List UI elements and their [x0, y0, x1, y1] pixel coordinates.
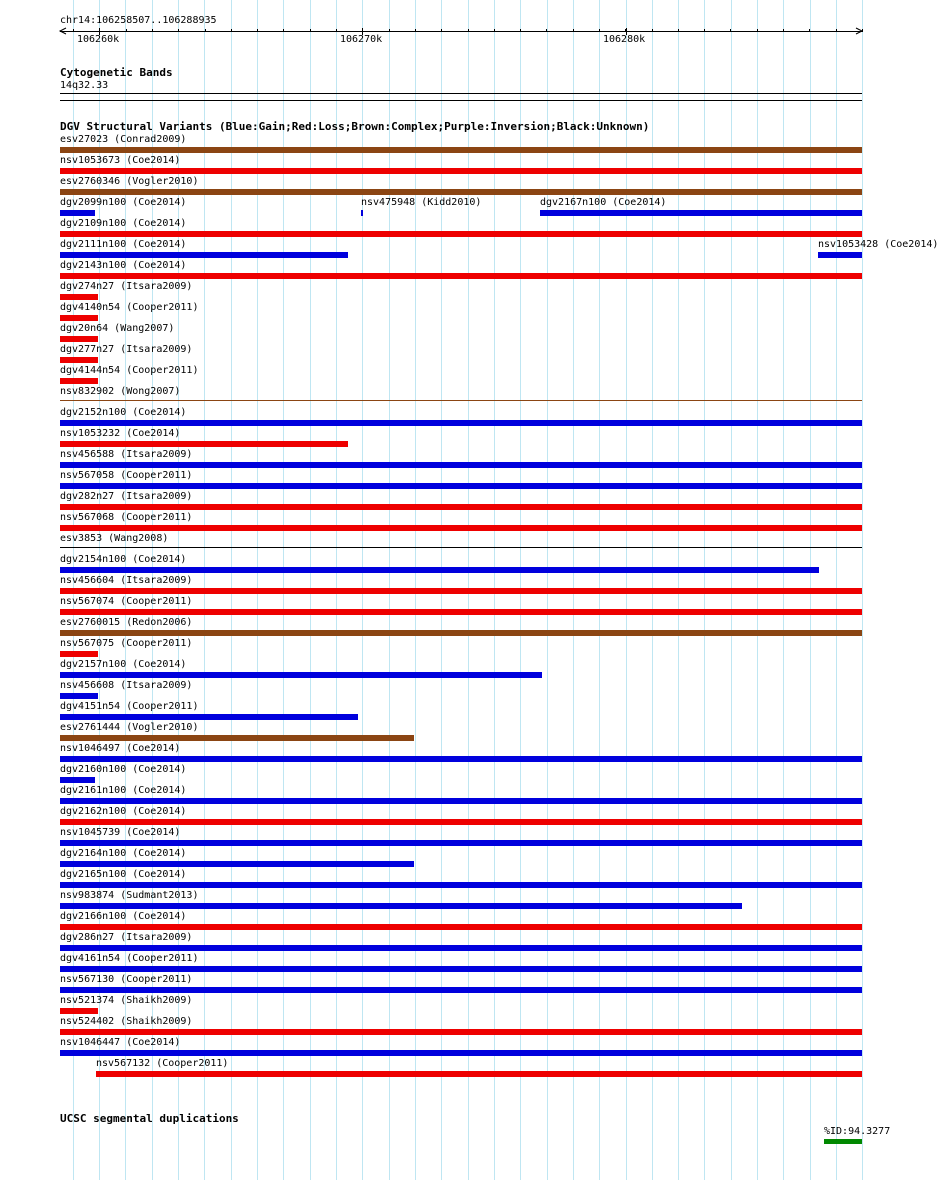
dgv-feature-bar[interactable]	[60, 588, 862, 594]
dgv-feature-bar[interactable]	[60, 798, 862, 804]
dgv-feature-bar[interactable]	[60, 483, 862, 489]
coordinate-range: chr14:106258507..106288935	[60, 15, 217, 26]
dgv-feature-label[interactable]: nsv475948 (Kidd2010)	[361, 197, 482, 208]
dgv-track-title[interactable]: DGV Structural Variants (Blue:Gain;Red:Loss;Brown:Complex;Purple:Inversion;Black:Unknown)	[60, 120, 650, 133]
ruler-label-106280k: 106280k	[603, 34, 646, 45]
ruler-minor-tick	[730, 29, 731, 32]
ruler-label-106260k: 106260k	[77, 34, 120, 45]
dgv-feature-bar[interactable]	[60, 547, 862, 548]
dgv-feature-bar[interactable]	[60, 609, 862, 615]
dgv-feature-label[interactable]: nsv1053428 (Coe2014)	[818, 239, 938, 250]
cytoband-line-top	[60, 93, 862, 94]
ruler-minor-tick	[283, 29, 284, 32]
dgv-feature-label[interactable]: nsv567075 (Cooper2011)	[60, 638, 193, 649]
dgv-feature-bar[interactable]	[60, 756, 862, 762]
dgv-feature-bar[interactable]	[60, 1050, 862, 1056]
ruler-minor-tick	[415, 29, 416, 32]
cytoband-label: 14q32.33	[60, 80, 109, 91]
dgv-feature-label[interactable]: nsv521374 (Shaikh2009)	[60, 995, 193, 1006]
dgv-feature-label[interactable]: dgv2143n100 (Coe2014)	[60, 260, 187, 271]
dgv-feature-bar[interactable]	[60, 315, 98, 321]
dgv-feature-label[interactable]: dgv2162n100 (Coe2014)	[60, 806, 187, 817]
dgv-feature-label[interactable]: dgv2166n100 (Coe2014)	[60, 911, 187, 922]
dgv-feature-label[interactable]: nsv1046497 (Coe2014)	[60, 743, 181, 754]
ruler-minor-tick	[652, 29, 653, 32]
dgv-feature-label[interactable]: nsv567074 (Cooper2011)	[60, 596, 193, 607]
dgv-feature-label[interactable]: dgv2111n100 (Coe2014)	[60, 239, 187, 250]
dgv-feature-bar[interactable]	[60, 273, 862, 279]
dgv-feature-bar[interactable]	[60, 777, 95, 783]
dgv-feature-bar[interactable]	[60, 672, 542, 678]
dgv-feature-bar[interactable]	[60, 714, 358, 720]
dgv-feature-label[interactable]: nsv567058 (Cooper2011)	[60, 470, 193, 481]
dgv-feature-bar[interactable]	[60, 924, 862, 930]
dgv-feature-label[interactable]: nsv1046447 (Coe2014)	[60, 1037, 181, 1048]
dgv-feature-label[interactable]: dgv2164n100 (Coe2014)	[60, 848, 187, 859]
dgv-feature-label[interactable]: dgv2099n100 (Coe2014)	[60, 197, 187, 208]
dgv-feature-bar[interactable]	[96, 1071, 862, 1077]
dgv-feature-label[interactable]: esv3853 (Wang2008)	[60, 533, 169, 544]
dgv-feature-label[interactable]: dgv2152n100 (Coe2014)	[60, 407, 187, 418]
dgv-feature-bar[interactable]	[60, 1029, 862, 1035]
dgv-feature-label[interactable]: nsv983874 (Sudmant2013)	[60, 890, 199, 901]
dgv-feature-bar[interactable]	[60, 231, 862, 237]
dgv-feature-label[interactable]: dgv277n27 (Itsara2009)	[60, 344, 193, 355]
dgv-feature-bar[interactable]	[60, 504, 862, 510]
dgv-feature-bar[interactable]	[60, 1008, 98, 1014]
ruler-minor-tick	[73, 29, 74, 32]
ruler-right-arrow-icon	[856, 28, 862, 34]
dgv-feature-bar[interactable]	[60, 861, 414, 867]
dgv-feature-label[interactable]: nsv524402 (Shaikh2009)	[60, 1016, 193, 1027]
ruler-minor-tick	[126, 29, 127, 32]
dgv-feature-bar[interactable]	[60, 966, 862, 972]
ruler-minor-tick	[678, 29, 679, 32]
ruler-minor-tick	[178, 29, 179, 32]
dgv-feature-label[interactable]: esv2760015 (Redon2006)	[60, 617, 193, 628]
ruler-minor-tick	[441, 29, 442, 32]
dgv-feature-bar[interactable]	[60, 693, 98, 699]
dgv-feature-bar[interactable]	[60, 147, 862, 153]
dgv-feature-bar[interactable]	[60, 651, 98, 657]
dgv-feature-label[interactable]: dgv2165n100 (Coe2014)	[60, 869, 187, 880]
dgv-feature-label[interactable]: nsv456608 (Itsara2009)	[60, 680, 193, 691]
ruler-label-106270k: 106270k	[340, 34, 383, 45]
dgv-feature-bar[interactable]	[60, 336, 98, 342]
ruler-minor-tick	[310, 29, 311, 32]
ruler-minor-tick	[599, 29, 600, 32]
ruler-minor-tick	[231, 29, 232, 32]
dgv-feature-label[interactable]: dgv286n27 (Itsara2009)	[60, 932, 193, 943]
ruler-minor-tick	[783, 29, 784, 32]
ruler-minor-tick	[494, 29, 495, 32]
dgv-feature-label[interactable]: dgv2167n100 (Coe2014)	[540, 197, 667, 208]
ruler-minor-tick	[336, 29, 337, 32]
ruler-minor-tick	[757, 29, 758, 32]
dgv-feature-bar[interactable]	[60, 903, 742, 909]
dgv-feature-bar[interactable]	[60, 210, 95, 216]
dgv-feature-label[interactable]: dgv274n27 (Itsara2009)	[60, 281, 193, 292]
dgv-feature-label[interactable]: dgv4161n54 (Cooper2011)	[60, 953, 199, 964]
grid-line	[862, 0, 863, 1180]
dgv-feature-bar[interactable]	[60, 252, 348, 258]
ruler-minor-tick	[625, 29, 626, 32]
dgv-feature-bar[interactable]	[60, 378, 98, 384]
ruler-left-arrow-icon	[60, 28, 66, 34]
dgv-feature-bar[interactable]	[60, 525, 862, 531]
dgv-feature-bar[interactable]	[60, 840, 862, 846]
dgv-feature-bar[interactable]	[60, 441, 348, 447]
ruler-minor-tick	[362, 29, 363, 32]
dgv-feature-bar[interactable]	[60, 168, 862, 174]
dgv-feature-label[interactable]: nsv567132 (Cooper2011)	[96, 1058, 229, 1069]
ruler-axis	[60, 31, 862, 32]
dgv-feature-label[interactable]: nsv456604 (Itsara2009)	[60, 575, 193, 586]
segdup-feature-label[interactable]: %ID:94.3277	[824, 1126, 891, 1137]
ruler-minor-tick	[573, 29, 574, 32]
dgv-feature-label[interactable]: dgv2109n100 (Coe2014)	[60, 218, 187, 229]
dgv-feature-bar[interactable]	[60, 189, 862, 195]
dgv-feature-bar[interactable]	[60, 819, 862, 825]
dgv-feature-label[interactable]: nsv1053673 (Coe2014)	[60, 155, 181, 166]
dgv-feature-label[interactable]: dgv20n64 (Wang2007)	[60, 323, 175, 334]
dgv-feature-label[interactable]: nsv1053232 (Coe2014)	[60, 428, 181, 439]
ruler-minor-tick	[704, 29, 705, 32]
ruler-minor-tick	[809, 29, 810, 32]
dgv-feature-label[interactable]: nsv567130 (Cooper2011)	[60, 974, 193, 985]
dgv-feature-bar[interactable]	[818, 252, 862, 258]
dgv-feature-label[interactable]: dgv4151n54 (Cooper2011)	[60, 701, 199, 712]
dgv-feature-label[interactable]: dgv282n27 (Itsara2009)	[60, 491, 193, 502]
dgv-feature-label[interactable]: nsv456588 (Itsara2009)	[60, 449, 193, 460]
dgv-feature-label[interactable]: dgv2161n100 (Coe2014)	[60, 785, 187, 796]
dgv-feature-bar[interactable]	[60, 420, 862, 426]
dgv-feature-label[interactable]: dgv2157n100 (Coe2014)	[60, 659, 187, 670]
ruler-minor-tick	[257, 29, 258, 32]
segdup-track-title[interactable]: UCSC segmental duplications	[60, 1112, 239, 1125]
dgv-feature-label[interactable]: nsv567068 (Cooper2011)	[60, 512, 193, 523]
dgv-feature-bar[interactable]	[60, 462, 862, 468]
dgv-feature-bar[interactable]	[60, 882, 862, 888]
dgv-feature-label[interactable]: nsv1045739 (Coe2014)	[60, 827, 181, 838]
dgv-feature-label[interactable]: dgv4144n54 (Cooper2011)	[60, 365, 199, 376]
dgv-feature-bar[interactable]	[361, 210, 363, 216]
dgv-feature-label[interactable]: nsv832902 (Wong2007)	[60, 386, 181, 397]
dgv-feature-bar[interactable]	[60, 567, 819, 573]
ruler-minor-tick	[389, 29, 390, 32]
dgv-feature-bar[interactable]	[60, 294, 98, 300]
ruler-minor-tick	[205, 29, 206, 32]
ruler-minor-tick	[520, 29, 521, 32]
ruler-minor-tick	[468, 29, 469, 32]
dgv-feature-bar[interactable]	[60, 630, 862, 636]
cytoband-line-bottom	[60, 100, 862, 101]
dgv-feature-label[interactable]: dgv4140n54 (Cooper2011)	[60, 302, 199, 313]
ruler-minor-tick	[546, 29, 547, 32]
dgv-feature-bar[interactable]	[540, 210, 862, 216]
cytobands-track-title[interactable]: Cytogenetic Bands	[60, 66, 173, 79]
dgv-feature-label[interactable]: dgv2154n100 (Coe2014)	[60, 554, 187, 565]
dgv-feature-bar[interactable]	[60, 357, 98, 363]
dgv-feature-label[interactable]: esv2760346 (Vogler2010)	[60, 176, 199, 187]
dgv-feature-bar[interactable]	[60, 987, 862, 993]
dgv-feature-bar[interactable]	[60, 735, 414, 741]
dgv-feature-label[interactable]: esv2761444 (Vogler2010)	[60, 722, 199, 733]
dgv-feature-label[interactable]: dgv2160n100 (Coe2014)	[60, 764, 187, 775]
segdup-feature-bar[interactable]	[824, 1139, 862, 1144]
ruler-minor-tick	[862, 29, 863, 32]
ruler-minor-tick	[836, 29, 837, 32]
ruler-minor-tick	[99, 29, 100, 32]
dgv-feature-bar[interactable]	[60, 400, 862, 401]
dgv-feature-bar[interactable]	[60, 945, 862, 951]
ruler-minor-tick	[152, 29, 153, 32]
dgv-feature-label[interactable]: esv27023 (Conrad2009)	[60, 134, 187, 145]
